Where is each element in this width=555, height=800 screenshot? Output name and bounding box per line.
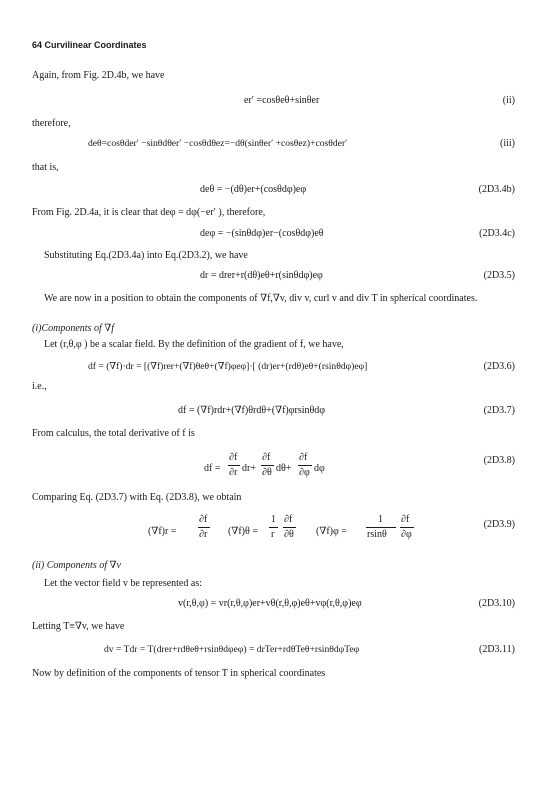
equation-label: (2D3.7) bbox=[483, 405, 515, 416]
paragraph: Now by definition of the components of tensor T in spherical coordinates bbox=[32, 668, 326, 679]
fraction-bar bbox=[228, 465, 240, 466]
fraction-bar bbox=[198, 527, 210, 528]
paragraph: i.e., bbox=[32, 381, 47, 392]
equation-lhs: (∇f)r = bbox=[148, 526, 177, 537]
equation-lhs: (∇f)θ = bbox=[228, 526, 258, 537]
paragraph: Substituting Eq.(2D3.4a) into Eq.(2D3.2), we have bbox=[44, 250, 248, 261]
equation-lhs: df = bbox=[204, 463, 221, 474]
paragraph: Let the vector field v be represented as: bbox=[44, 578, 202, 589]
equation-2d3-11: dv = Tdr = T(drer+rdθeθ+rsinθdφeφ) = drTer+rdθTeθ+rsinθdφTeφ bbox=[104, 644, 360, 655]
fraction-numerator: ∂f bbox=[284, 514, 293, 525]
equation-iii: deθ=cosθder′ −sinθdθer′ −cosθdθez=−dθ(sinθer′ +cosθez)+cosθder′ bbox=[88, 138, 348, 149]
equation-term: dr+ bbox=[242, 463, 256, 474]
fraction-denominator: ∂θ bbox=[284, 529, 294, 540]
equation-ii: er′ =cosθeθ+sinθer bbox=[244, 95, 320, 106]
paragraph: Let (r,θ,φ ) be a scalar field. By the definition of the gradient of f, we have, bbox=[44, 339, 344, 350]
fraction-numerator: 1 bbox=[271, 514, 276, 525]
fraction-bar bbox=[261, 465, 274, 466]
equation-label: (iii) bbox=[500, 138, 515, 149]
equation-label: (2D3.4c) bbox=[479, 228, 515, 239]
fraction-bar bbox=[298, 465, 312, 466]
equation-label: (2D3.11) bbox=[478, 644, 515, 655]
paragraph: Comparing Eq. (2D3.7) with Eq. (2D3.8), we obtain bbox=[32, 492, 242, 503]
paragraph: Again, from Fig. 2D.4b, we have bbox=[32, 70, 165, 81]
paragraph: that is, bbox=[32, 162, 59, 173]
equation-label: (2D3.9) bbox=[483, 519, 515, 530]
equation-2d3-7: df = (∇f)rdr+(∇f)θrdθ+(∇f)φrsinθdφ bbox=[178, 405, 326, 416]
fraction-bar bbox=[283, 527, 296, 528]
equation-label: (2D3.5) bbox=[483, 270, 515, 281]
fraction-numerator: ∂f bbox=[262, 452, 271, 463]
fraction-denominator: ∂r bbox=[229, 467, 238, 478]
fraction-numerator: ∂f bbox=[401, 514, 410, 525]
fraction-denominator: r bbox=[271, 529, 275, 540]
equation-label: (2D3.6) bbox=[483, 361, 515, 372]
paragraph: From Fig. 2D.4a, it is clear that deφ = dφ(−er′ ), therefore, bbox=[32, 207, 266, 218]
fraction-numerator: ∂f bbox=[229, 452, 238, 463]
fraction-bar bbox=[366, 527, 396, 528]
equation-2d3-10: v(r,θ,φ) = vr(r,θ,φ)er+vθ(r,θ,φ)eθ+vφ(r,θ,φ)eφ bbox=[178, 598, 362, 609]
equation-label: (ii) bbox=[502, 95, 515, 106]
section-heading: (i)Components of ∇f bbox=[32, 323, 114, 334]
equation-lhs: (∇f)φ = bbox=[316, 526, 347, 537]
fraction-numerator: ∂f bbox=[299, 452, 308, 463]
equation-label: (2D3.4b) bbox=[478, 184, 515, 195]
section-heading: (ii) Components of ∇v bbox=[32, 560, 121, 571]
equation-2d3-4c: deφ = −(sinθdφ)er−(cosθdφ)eθ bbox=[200, 228, 324, 239]
paragraph: From calculus, the total derivative of f is bbox=[32, 428, 195, 439]
paragraph: We are now in a position to obtain the components of ∇f,∇v, div v, curl v and div T in spherical coordinates. bbox=[44, 293, 478, 304]
paragraph: Letting T≡∇v, we have bbox=[32, 621, 125, 632]
fraction-numerator: 1 bbox=[378, 514, 383, 525]
equation-label: (2D3.10) bbox=[478, 598, 515, 609]
equation-term: dθ+ bbox=[276, 463, 292, 474]
fraction-bar bbox=[400, 527, 414, 528]
paragraph: therefore, bbox=[32, 118, 71, 129]
fraction-numerator: ∂f bbox=[199, 514, 208, 525]
running-header: 64 Curvilinear Coordinates bbox=[32, 40, 147, 50]
fraction-denominator: ∂φ bbox=[401, 529, 412, 540]
equation-term: dφ bbox=[314, 463, 325, 474]
equation-label: (2D3.8) bbox=[483, 455, 515, 466]
fraction-denominator: ∂r bbox=[199, 529, 208, 540]
fraction-denominator: ∂θ bbox=[262, 467, 272, 478]
fraction-denominator: ∂φ bbox=[299, 467, 310, 478]
fraction-denominator: rsinθ bbox=[367, 529, 387, 540]
equation-2d3-5: dr = drer+r(dθ)eθ+r(sinθdφ)eφ bbox=[200, 270, 323, 281]
equation-2d3-4b: deθ = −(dθ)er+(cosθdφ)eφ bbox=[200, 184, 307, 195]
equation-2d3-6: df = (∇f)·dr = [(∇f)rer+(∇f)θeθ+(∇f)φeφ]·[ (dr)er+(rdθ)eθ+(rsinθdφ)eφ] bbox=[88, 361, 368, 372]
fraction-bar bbox=[269, 527, 278, 528]
